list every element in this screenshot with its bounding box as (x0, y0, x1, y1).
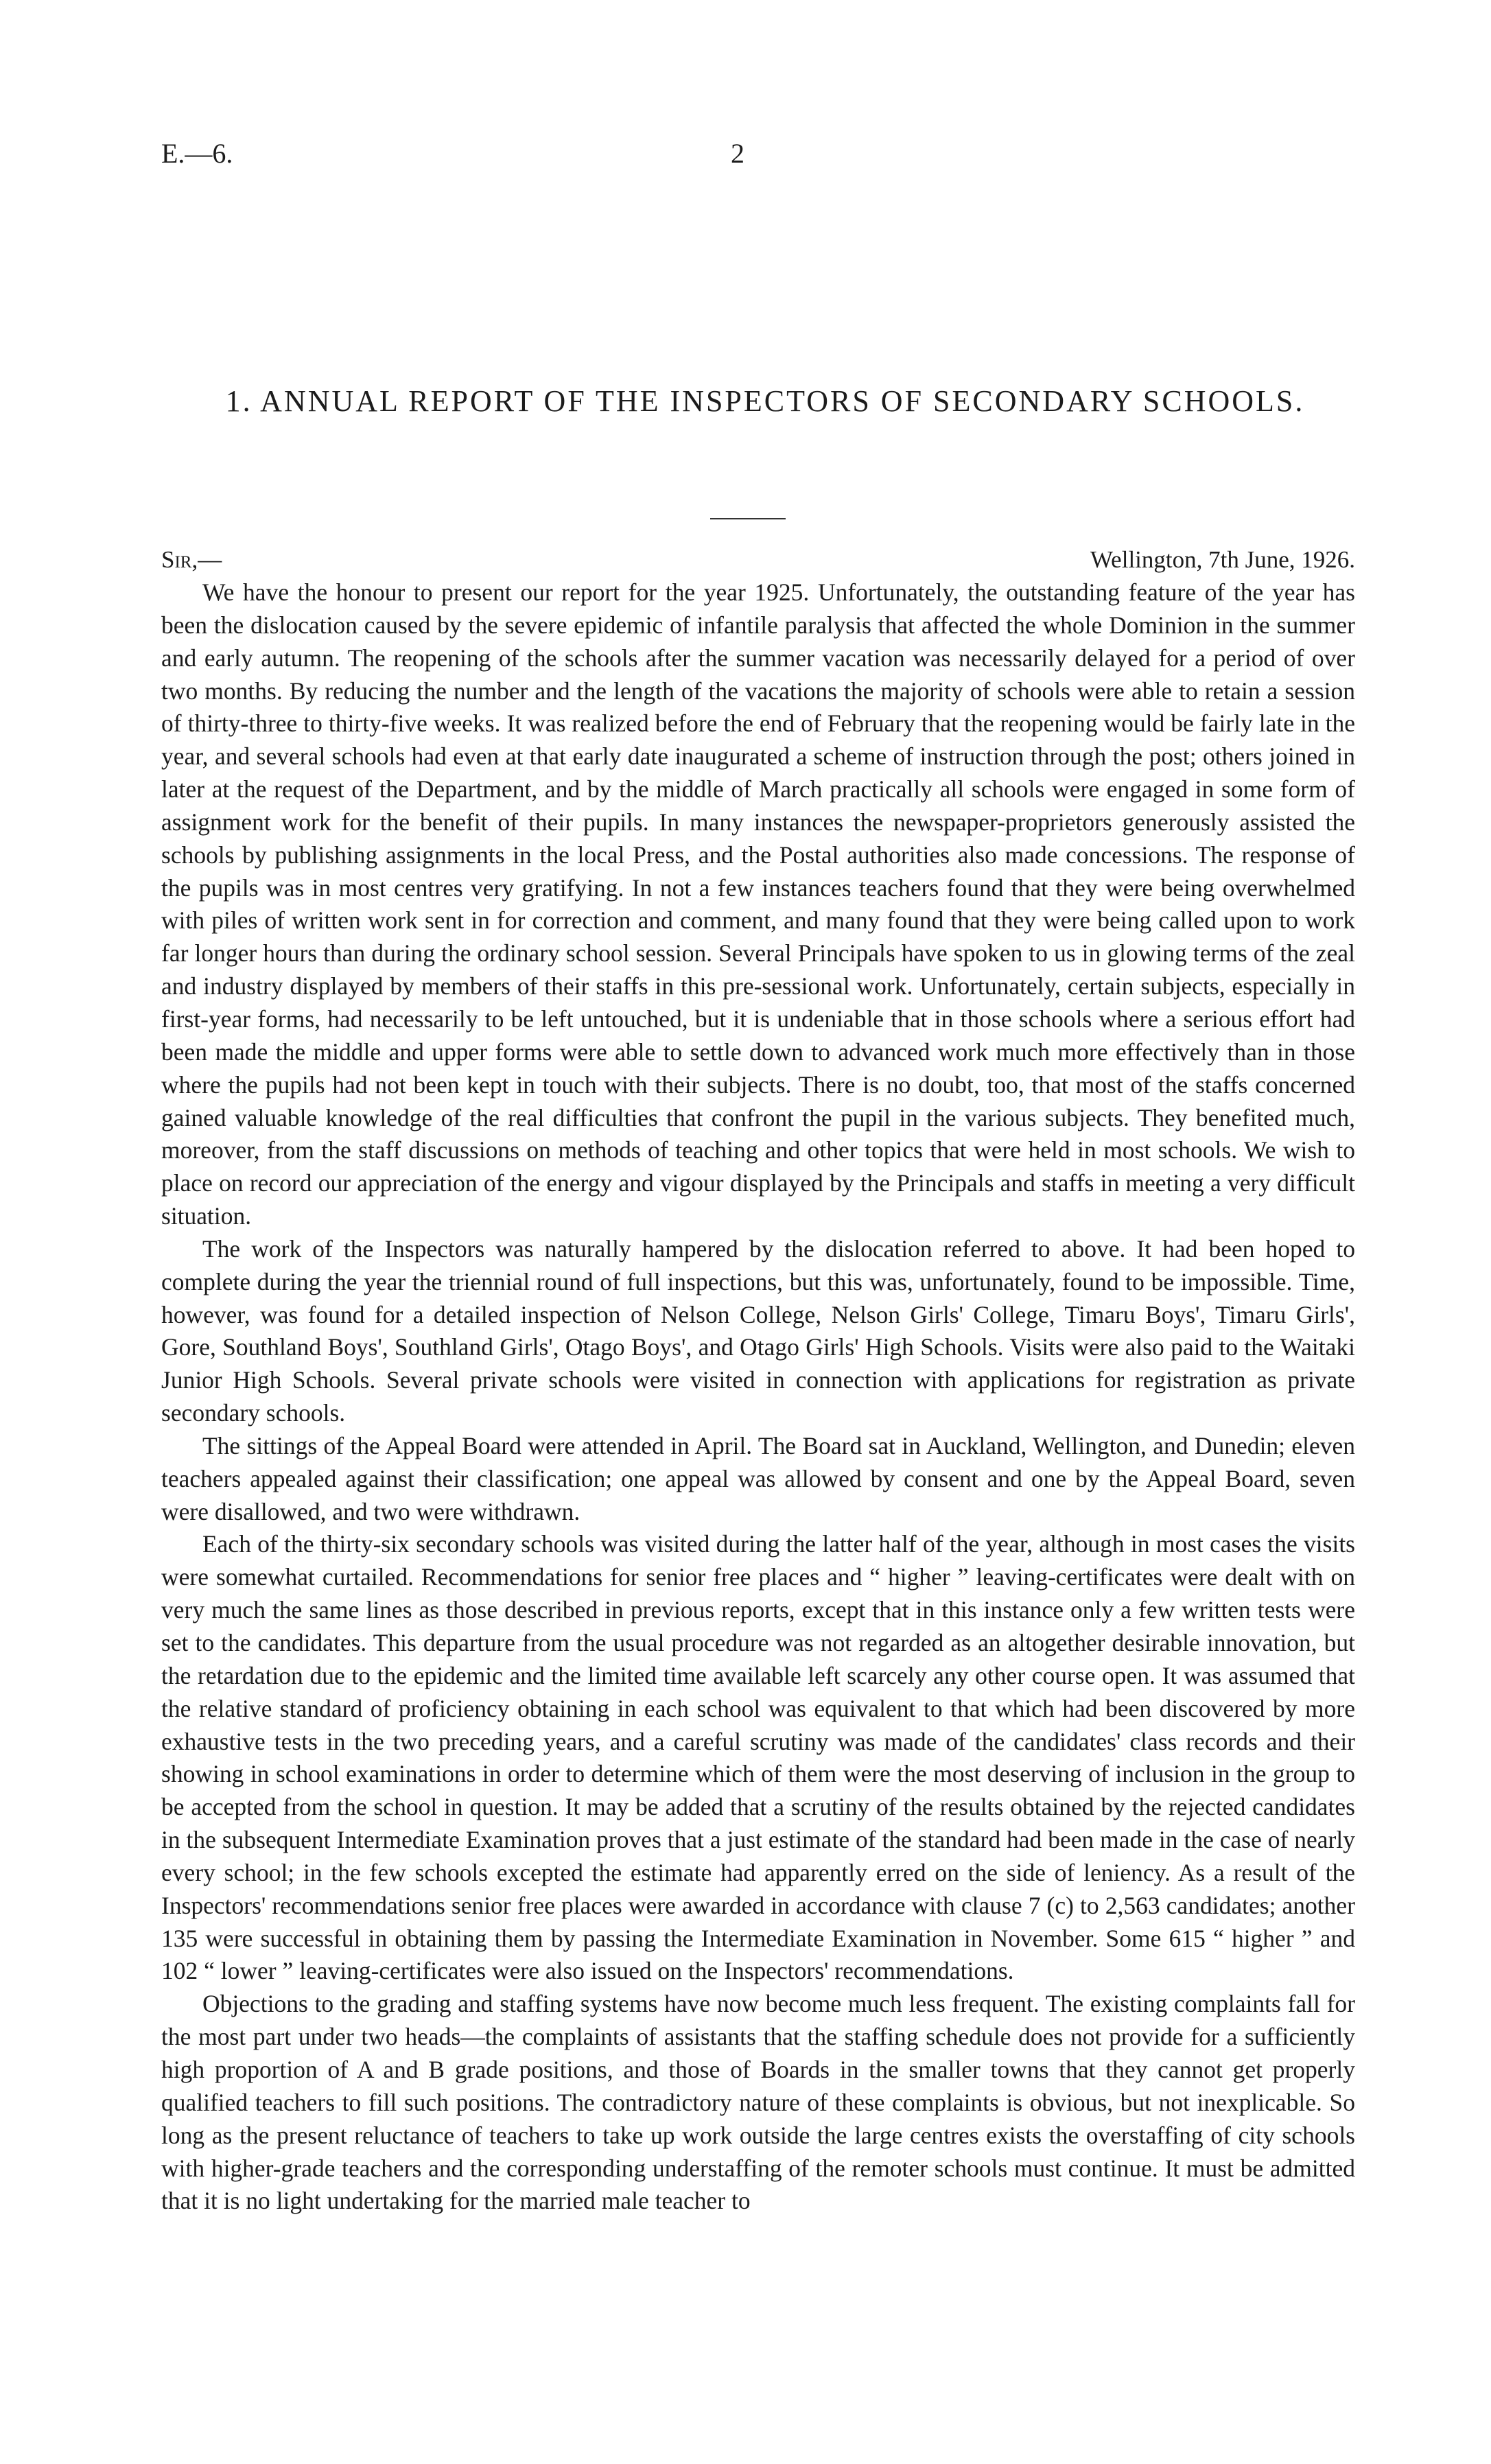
body-paragraph: Each of the thirty-six secondary schools was visited during the latter half of the year, although in most cases the visits were somewhat curtailed. Recommendations for senior free places and “ higher ” leaving-certificates were dealt with on very much the same lines as those described in previous reports, except that in this instance only a few written tests were set to the candidates. This departure from the usual procedure was not regarded as an altogether desirable innovation, but the retardation due to the epidemic and the limited time available left scarcely any other course open. It was assumed that the relative standard of proficiency obtaining in each school was equivalent to that which had been discovered by more exhaustive tests in the two preceding years, and a careful scrutiny was made of the candidates' class records and their showing in school examinations in order to determine which of them were the most deserving of inclusion in the group to be accepted from the school in question. It may be added that a scrutiny of the results obtained by the rejected candidates in the subsequent Intermediate Examination proves that a just estimate of the standard had been made in the case of nearly every school; in the few schools excepted the estimate had apparently erred on the side of leniency. As a result of the Inspectors' recommendations senior free places were awarded in accordance with clause 7 (c) to 2,563 candidates; another 135 were successful in obtaining them by passing the Intermediate Examination in November. Some 615 “ higher ” and 102 “ lower ” leaving-certificates were also issued on the Inspectors' recommendations. (161, 1530, 1355, 1985)
salutation: Sir,— (161, 546, 222, 573)
dateline: Wellington, 7th June, 1926. (1090, 546, 1355, 573)
body-paragraph: The sittings of the Appeal Board were attended in April. The Board sat in Auckland, Wellington, and Dunedin; eleven teachers appealed against their classification; one appeal was allowed by consent and one by the Appeal Board, seven were disallowed, and two were withdrawn. (161, 1431, 1355, 1525)
letter-opening (161, 546, 1355, 580)
page-header (0, 137, 1491, 178)
document-reference: E.—6. (161, 138, 233, 169)
report-body (161, 576, 1355, 2218)
body-paragraph: The work of the Inspectors was naturally hampered by the dislocation referred to above. It had been hoped to complete during the year the triennial round of full inspections, but this was, unfortunately, found to be impossible. Time, however, was found for a detailed inspection of Nelson College, Nelson Girls' College, Timaru Boys', Timaru Girls', Gore, Southland Boys', Southland Girls', Otago Boys', and Otago Girls' High Schools. Visits were also paid to the Waitaki Junior High Schools. Several private schools were visited in connection with applications for registration as private secondary schools. (161, 1234, 1355, 1427)
body-paragraph: Objections to the grading and staffing systems have now become much less frequent. The existing complaints fall for the most part under two heads—the complaints of assistants that the staffing schedule does not provide for a sufficiently high proportion of A and B grade positions, and those of Boards in the smaller towns that they cannot get properly qualified teachers to fill such positions. The contradictory nature of these complaints is obvious, but not inexplicable. So long as the present reluctance of teachers to take up work outside the large centres exists the overstaffing of city schools with higher-grade teachers and the corresponding understaffing of the remoter schools must continue. It must be admitted that it is no light undertaking for the married male teacher to (161, 1990, 1355, 2215)
report-title: 1. ANNUAL REPORT OF THE INSPECTORS OF SECONDARY SCHOOLS. (225, 384, 1305, 418)
body-paragraph: We have the honour to present our report for the year 1925. Unfortunately, the outstanding feature of the year has been the dislocation caused by the severe epidemic of infantile paralysis that affected the whole Dominion in the summer and early autumn. The reopening of the schools after the summer vacation was necessarily delayed for a period of over two months. By reducing the number and the length of the vacations the majority of schools were able to retain a session of thirty-three to thirty-five weeks. It was realized before the end of February that the reopening would be fairly late in the year, and several schools had even at that early date inaugurated a scheme of instruction through the post; others joined in later at the request of the Department, and by the middle of March practically all schools were engaged in some form of assignment work for the benefit of their pupils. In many instances the newspaper-proprietors generously assisted the schools by publishing assignments in the local Press, and the Postal authorities also made concessions. The response of the pupils was in most centres very gratifying. In not a few instances teachers found that they were being overwhelmed with piles of written work sent in for correction and comment, and many found that they were being called upon to work far longer hours than during the ordinary school session. Several Principals have spoken to us in glowing terms of the zeal and industry displayed by members of their staffs in this pre-sessional work. Unfortunately, certain subjects, especially in first-year forms, had necessarily to be left untouched, but it is undeniable that in those schools where a serious effort had been made the middle and upper forms were able to settle down to advanced work much more effectively than in those where the pupils had not been kept in touch with their subjects. There is no doubt, too, that most of the staffs concerned gained valuable knowledge of the real difficulties that confront the pupil in the various subjects. They benefited much, moreover, from the staff discussions on methods of teaching and other topics that were held in most schools. We wish to place on record our appreciation of the energy and vigour displayed by the Principals and staffs in meeting a very difficult situation. (161, 578, 1355, 1230)
title-divider (710, 518, 786, 519)
page-number: 2 (731, 138, 744, 169)
